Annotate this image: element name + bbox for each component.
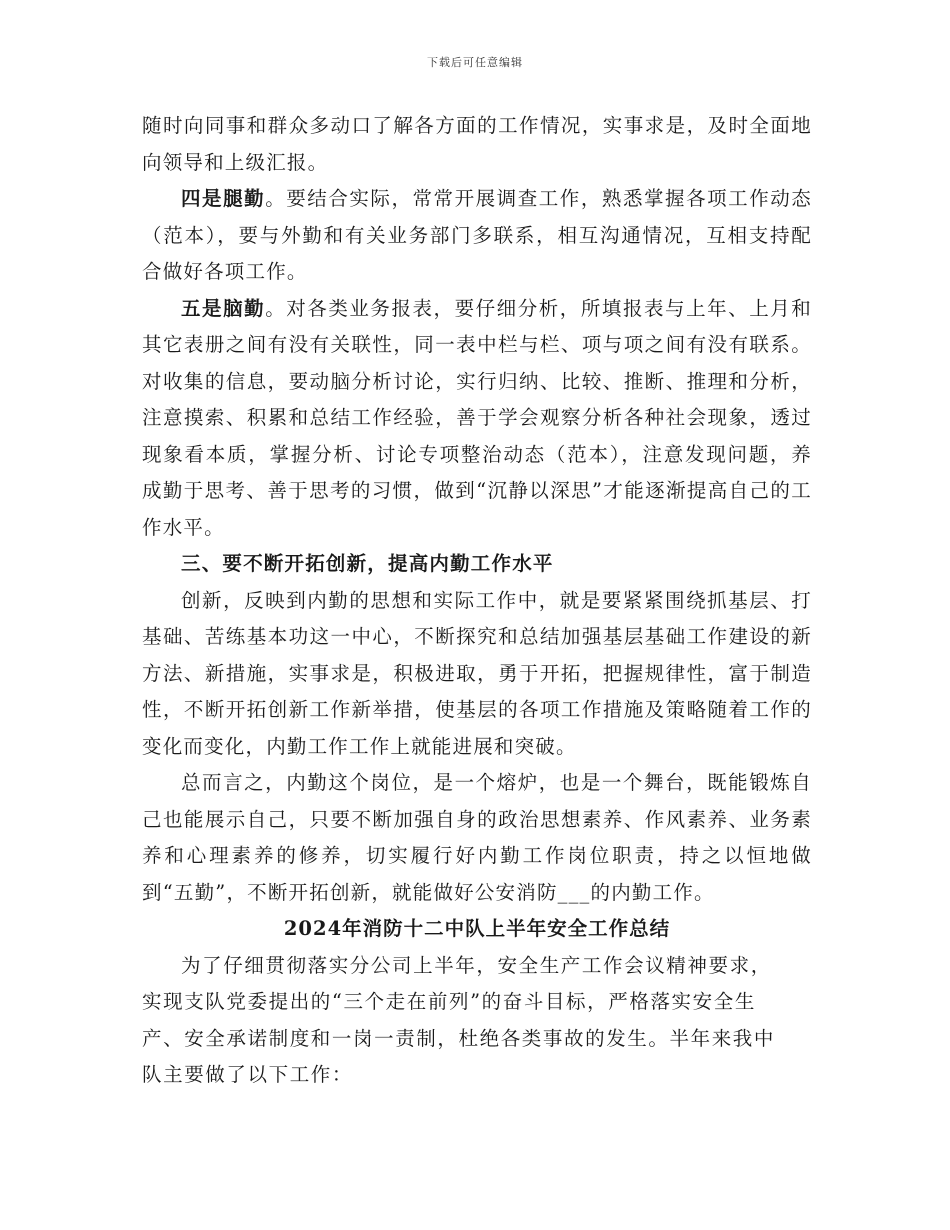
document-title: 2024年消防十二中队上半年安全工作总结 [283,917,671,940]
text-line: 实现支队党委提出的“三个走在前列”的奋斗目标，严格落实安全生 [142,990,756,1013]
paragraph-lead: 五是脑勤 [181,296,266,320]
paragraph-lead: 四是腿勤 [181,187,266,210]
text-line: 产、安全承诺制度和一岗一责制，杜绝各类事故的发生。半年来我中 [142,1026,776,1050]
text-line: 队主要做了以下工作： [142,1063,354,1086]
paragraph-1: 随时向同事和群众多动口了解各方面的工作情况，实事求是，及时全面地向领导和上级汇报。 [142,114,812,174]
paragraph-text: 。要结合实际，常常开展调查工作，熟悉掌握各项工作动态（范本），要与外勤和有关业务部门多联系，相互沟通情况，互相支持配合做好各项工作。 [142,187,812,283]
section-heading-3: 三、要不断开拓创新，提高内勤工作水平 [181,552,554,575]
document-body [142,108,812,1094]
paragraph-leg-diligence [142,181,812,291]
text-line: 为了仔细贯彻落实分公司上半年，安全生产工作会议精神要求， [181,953,772,977]
paragraph-conclusion: 总而言之，内勤这个岗位，是一个熔炉，也是一个舞台，既能锻炼自己也能展示自己，只要不断加强自身的政治思想素养、作风素养、业务素养和心理素养的修养，切实履行好内勤工作岗位职责，持之以恒地做到“五勤”，不断开拓创新，就能做好公安消防___的内勤工作。 [142,771,812,904]
paragraph-text: 。对各类业务报表，要仔细分析，所填报表与上年、上月和其它表册之间有没有关联性，同一表中栏与栏、项与项之间有没有联系。对收集的信息，要动脑分析讨论，实行归纳、比较、推断、推理和分析，注意摸索、积累和总结工作经验，善于学会观察分析各种社会现象，透过现象看本质，掌握分析、讨论专项整治动态（范本），注意发现问题，养成勤于思考、善于思考的习惯，做到“沉静以深思”才能逐渐提高自己的工作水平。 [142,296,812,539]
paragraph-innovation: 创新，反映到内勤的思想和实际工作中，就是要紧紧围绕抓基层、打基础、苦练基本功这一中心，不断探究和总结加强基层基础工作建设的新方法、新措施，实事求是，积极进取，勇于开拓，把握规律性，富于制造性，不断开拓创新工作新举措，使基层的各项工作措施及策略随着工作的变化而变化，内勤工作工作上就能进展和突破。 [142,588,812,758]
paragraph-summary-intro [142,948,802,1094]
paragraph-brain-diligence [142,291,812,547]
page-header: 下载后可任意编辑 [427,56,523,69]
